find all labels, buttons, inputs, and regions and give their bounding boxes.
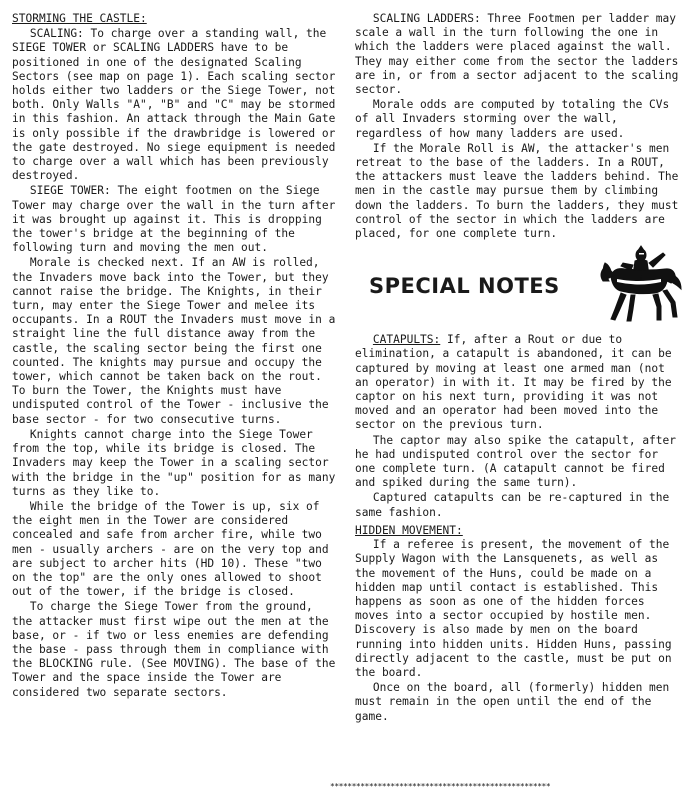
paragraph-morale: Morale is checked next. If an AW is rolled, the Invaders move back into the Tower, but they cannot raise the bridge. The Knights, in their turn, may enter the Siege Tower and melee its occupants. In a ROUT the Invaders must move in a straight line the full distance away from the castle, the scaling sector being the first one counted. The knights may pursue and occupy the tower, which cannot be taken back on the rout. To burn the Tower, the Knights must have undisputed control of the Tower - inclusive the base sector - for two consecutive turns. (12, 256, 336, 426)
paragraph-knights-charge: Knights cannot charge into the Siege Tower from the top, while its bridge is closed. The Invaders may keep the Tower in a scaling sector with the bridge in the "up" position for as many turns as they like to. (12, 427, 336, 498)
paragraph-morale-roll: If the Morale Roll is AW, the attacker's men retreat to the base of the ladders. In a ROUT, the attackers must leave the ladders behind. The men in the castle may pursue them by climbing down the ladders. To burn the ladders, they must control of the sector in which the ladders are placed, for one complete turn. (355, 141, 679, 241)
left-column (12, 12, 337, 700)
footer-star-divider: *************************************************** (330, 783, 551, 791)
mounted-knight-icon (593, 245, 683, 327)
right-column (355, 12, 683, 724)
paragraph-bridge-up: While the bridge of the Tower is up, six of the eight men in the Tower are considered concealed and safe from archer fire, while two men - usually archers - are on the very top and are subject to archer hits (HD 10). These "two on the top" are the only ones allowed to shoot out of the tower, if the bridge is closed. (12, 499, 329, 599)
paragraph-spike-catapult: The captor may also spike the catapult, after he had undisputed control over the sector for one complete turn. (A catapult cannot be fired and spiked during the same turn). (355, 433, 677, 490)
special-notes-title: SPECIAL NOTES (369, 274, 560, 299)
special-notes-banner (355, 245, 683, 327)
catapults-heading: CATAPULTS: (372, 333, 441, 347)
paragraph-scaling-ladders: SCALING LADDERS: Three Footmen per ladder may scale a wall in the turn following the one in which the ladders were placed against the wall. They may either come from the sector the ladders are in, or from a sector adjacent to the scaling sector. (355, 12, 679, 97)
section-heading-storming: STORMING THE CASTLE: (12, 12, 147, 25)
catapults-text: If, after a Rout or due to elimination, a catapult is abandoned, it can be captured by moving at least one armed man (not an operator) in with it. It may be fired by the captor on his next turn, providing it was not moved and an operator had been moved into the sector on the previous turn. (355, 333, 672, 432)
paragraph-siege-tower: SIEGE TOWER: The eight footmen on the Siege Tower may charge over the wall in the turn after it was brought up against it. This is dropping the tower's bridge at the beginning of the following turn and moving the men out. (12, 184, 336, 255)
paragraph-catapults (355, 333, 683, 432)
paragraph-morale-odds: Morale odds are computed by totaling the CVs of all Invaders storming over the wall, regardless of how many ladders are used. (355, 98, 670, 140)
paragraph-scaling: SCALING: To charge over a standing wall, the SIEGE TOWER or SCALING LADDERS have to be positioned in one of the designated Scaling Sectors (see map on page 1). Each scaling sector holds either two ladders or the Siege Tower, not both. Only Walls "A", "B" and "C" may be stormed in this fashion. An attack through the Main Gate is only possible if the drawbridge is lowered or the gate destroyed. No siege equipment is needed to charge over a wall which has been previously destroyed. (12, 27, 336, 183)
section-heading-hidden-movement: HIDDEN MOVEMENT: (355, 523, 463, 537)
paragraph-recapture: Captured catapults can be re-captured in the same fashion. (355, 491, 670, 519)
paragraph-charge-from-ground: To charge the Siege Tower from the ground, the attacker must first wipe out the men at the base, or - if two or less enemies are defending the base - pass through them in compliance with the BLOCKING rule. (See MOVING). The base of the Tower and the space inside the Tower are considered two separate sectors. (12, 600, 336, 699)
paragraph-hidden-movement: If a referee is present, the movement of the Supply Wagon with the Lansquenets, as well as the movement of the Huns, could be made on a hidden map until contact is established. This happens as soon as one of the hidden forces moves into a sector occupied by hostile men. Discovery is also made by men on the board running into hidden units. Hidden Huns, passing directly adjacent to the castle, must be put on the board. (355, 538, 672, 679)
paragraph-once-on-board: Once on the board, all (formerly) hidden men must remain in the open until the end of the game. (355, 681, 670, 723)
